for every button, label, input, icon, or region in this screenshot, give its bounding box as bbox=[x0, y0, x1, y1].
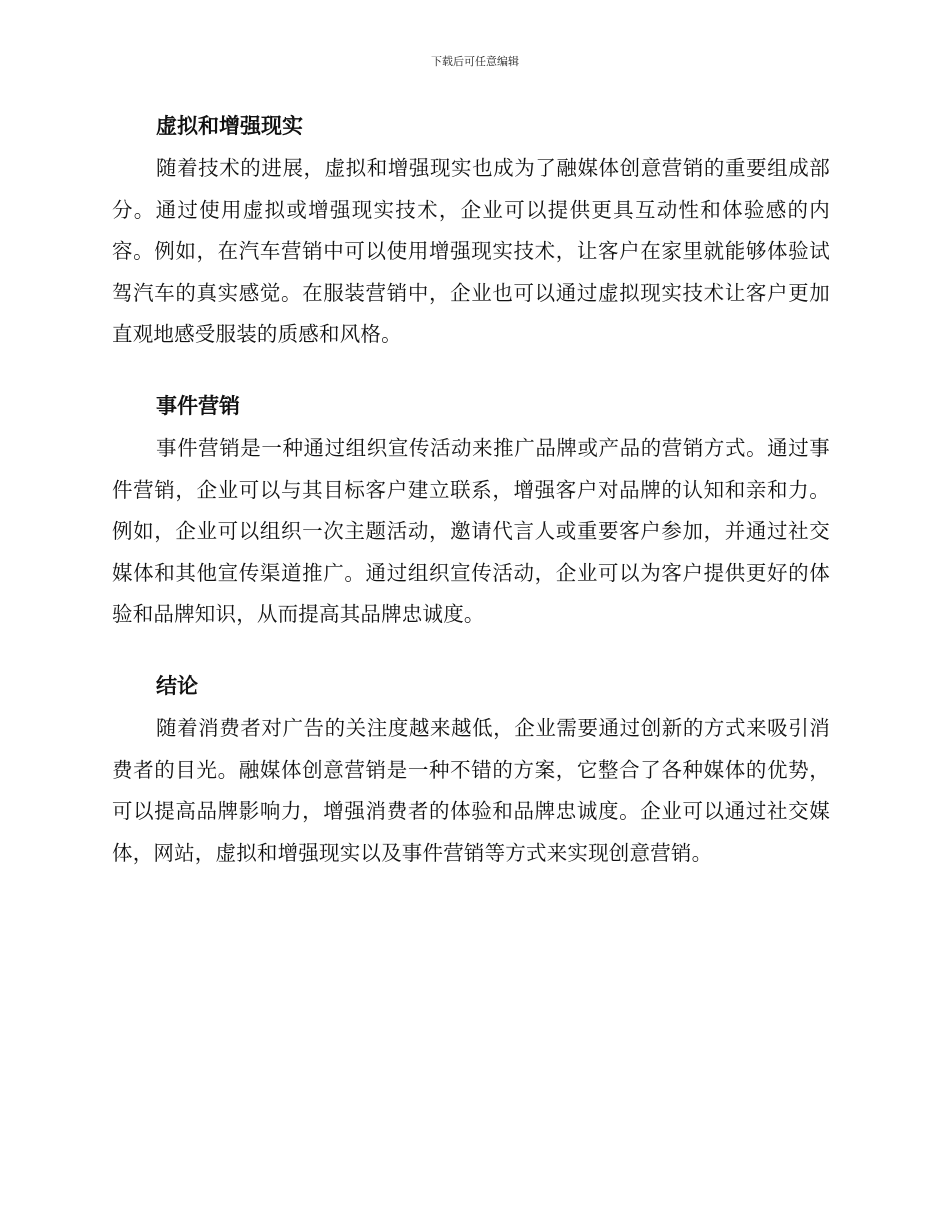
section-heading: 事件营销 bbox=[156, 394, 240, 418]
section-heading: 虚拟和增强现实 bbox=[156, 114, 303, 138]
section-conclusion bbox=[112, 666, 830, 906]
section-paragraph: 随着消费者对广告的关注度越来越低，企业需要通过创新的方式来吸引消费者的目光。融媒体创意营销是一种不错的方案，它整合了各种媒体的优势，可以提高品牌影响力，增强消费者的体验和品牌忠诚度。企业可以通过社交媒体，网站，虚拟和增强现实以及事件营销等方式来实现创意营销。 bbox=[112, 716, 830, 865]
page-header-note: 下载后可任意编辑 bbox=[431, 55, 519, 68]
section-virtual-augmented-reality bbox=[112, 106, 830, 386]
section-paragraph: 随着技术的进展，虚拟和增强现实也成为了融媒体创意营销的重要组成部分。通过使用虚拟或增强现实技术，企业可以提供更具互动性和体验感的内容。例如，在汽车营销中可以使用增强现实技术，让客户在家里就能够体验试驾汽车的真实感觉。在服装营销中，企业也可以通过虚拟现实技术让客户更加直观地感受服装的质感和风格。 bbox=[112, 156, 830, 346]
section-heading: 结论 bbox=[156, 674, 198, 698]
document-body bbox=[112, 106, 830, 906]
section-paragraph: 事件营销是一种通过组织宣传活动来推广品牌或产品的营销方式。通过事件营销，企业可以与其目标客户建立联系，增强客户对品牌的认知和亲和力。例如，企业可以组织一次主题活动，邀请代言人或重要客户参加，并通过社交媒体和其他宣传渠道推广。通过组织宣传活动，企业可以为客户提供更好的体验和品牌知识，从而提高其品牌忠诚度。 bbox=[112, 436, 830, 626]
section-event-marketing bbox=[112, 386, 830, 666]
